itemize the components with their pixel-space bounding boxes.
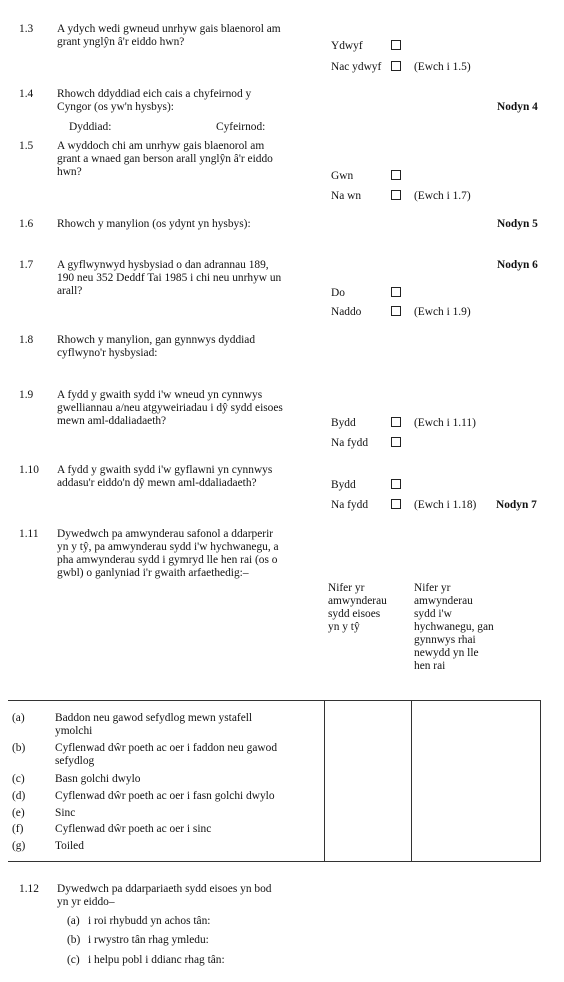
question-number: 1.5 [19,140,34,152]
question-text: Rhowch ddyddiad eich cais a chyfeirnod y Cyngor (os yw'n hysbys): [57,88,252,113]
goto-note: (Ewch i 1.5) [414,61,471,73]
sub-item-label: (b) [67,934,81,946]
no-checkbox[interactable] [391,499,401,509]
amenity-text: Cyflenwad dŵr poeth ac oer i faddon neu gawod sefydlog [55,742,278,767]
question-text: Rhowch y manylion (os ydynt yn hysbys): [57,218,251,230]
option-label: Gwn [331,170,354,182]
question-number: 1.10 [19,464,39,476]
question-text: A ydych wedi gwneud unrhyw gais blaenorol am grant ynglŷn â'r eiddo hwn? [57,23,281,48]
sub-item-text: i helpu pobl i ddianc rhag tân: [88,954,225,966]
question-text: A fydd y gwaith sydd i'w gyflawni yn cynnwys addasu'r eiddo'n dŷ mewn aml-ddaliadaeth? [57,464,273,489]
sub-item-text: i roi rhybudd yn achos tân: [88,915,211,927]
question-number: 1.9 [19,389,34,401]
note-ref: Nodyn 6 [497,259,538,271]
option-label: Ydwyf [331,40,363,52]
table-bottom-rule [8,861,541,862]
question-text: Rhowch y manylion, gan gynnwys dyddiad cyflwyno'r hysbysiad: [57,334,256,359]
question-text: Dywedwch pa amwynderau safonol a ddarperir yn y tŷ, pa amwynderau sydd i'w hychwanegu, a pha amwynderau sydd i gymryd lle hen rai (os o gwbl) o ganlyniad i'r gwaith arfaethedig:– [57,528,279,579]
amenity-label: (e) [12,807,25,819]
option-label: Bydd [331,479,356,491]
yes-checkbox[interactable] [391,287,401,297]
question-text: A fydd y gwaith sydd i'w wneud yn cynnwys gwelliannau a/neu atgyweiriadau i dŷ sydd eisoes mewn aml-ddaliadaeth? [57,389,283,427]
date-label: Dyddiad: [69,121,112,133]
question-number: 1.7 [19,259,34,271]
option-label: Bydd [331,417,356,429]
no-checkbox[interactable] [391,437,401,447]
question-number: 1.8 [19,334,34,346]
question-number: 1.11 [19,528,39,540]
amenity-label: (c) [12,773,25,785]
option-label: Na fydd [331,499,369,511]
goto-note: (Ewch i 1.18) [414,499,477,511]
column-header-added: Nifer yr amwynderau sydd i'w hychwanegu, gan gynnwys rhai newydd yn lle hen rai [414,582,494,672]
note-ref: Nodyn 5 [497,218,538,230]
amenity-text: Sinc [55,807,76,819]
amenity-label: (a) [12,712,25,724]
question-text: Dywedwch pa ddarpariaeth sydd eisoes yn bod yn yr eiddo– [57,883,272,908]
amenity-label: (g) [12,840,26,852]
question-number: 1.4 [19,88,34,100]
yes-checkbox[interactable] [391,170,401,180]
amenity-label: (b) [12,742,26,754]
table-right-border [540,700,541,861]
option-label: Na wn [331,190,362,202]
amenity-text: Cyflenwad dŵr poeth ac oer i sinc [55,823,212,835]
sub-item-label: (c) [67,954,80,966]
amenity-text: Basn golchi dwylo [55,773,141,785]
option-label: Do [331,287,345,299]
no-checkbox[interactable] [391,306,401,316]
question-text: A wyddoch chi am unrhyw gais blaenorol am grant a wnaed gan berson arall ynglŷn â'r eiddo hwn? [57,140,273,178]
yes-checkbox[interactable] [391,479,401,489]
no-checkbox[interactable] [391,61,401,71]
option-label: Nac ydwyf [331,61,382,73]
goto-note: (Ewch i 1.11) [414,417,476,429]
amenity-label: (f) [12,823,24,835]
amenity-label: (d) [12,790,26,802]
table-column-divider [411,700,412,861]
table-column-divider [324,700,325,861]
option-label: Naddo [331,306,362,318]
table-top-rule [8,700,541,701]
goto-note: (Ewch i 1.7) [414,190,471,202]
yes-checkbox[interactable] [391,40,401,50]
amenity-text: Baddon neu gawod sefydlog mewn ystafell ymolchi [55,712,253,737]
sub-item-text: i rwystro tân rhag ymledu: [88,934,209,946]
question-number: 1.6 [19,218,34,230]
question-number: 1.12 [19,883,39,895]
question-text: A gyflwynwyd hysbysiad o dan adrannau 189, 190 neu 352 Deddf Tai 1985 i chi neu unrhyw un arall? [57,259,282,297]
reference-label: Cyfeirnod: [216,121,266,133]
goto-note: (Ewch i 1.9) [414,306,471,318]
note-ref: Nodyn 4 [497,101,538,113]
yes-checkbox[interactable] [391,417,401,427]
amenity-text: Toiled [55,840,84,852]
option-label: Na fydd [331,437,369,449]
column-header-existing: Nifer yr amwynderau sydd eisoes yn y tŷ [328,582,387,633]
no-checkbox[interactable] [391,190,401,200]
note-ref: Nodyn 7 [496,499,537,511]
question-number: 1.3 [19,23,34,35]
sub-item-label: (a) [67,915,80,927]
amenity-text: Cyflenwad dŵr poeth ac oer i fasn golchi dwylo [55,790,275,802]
